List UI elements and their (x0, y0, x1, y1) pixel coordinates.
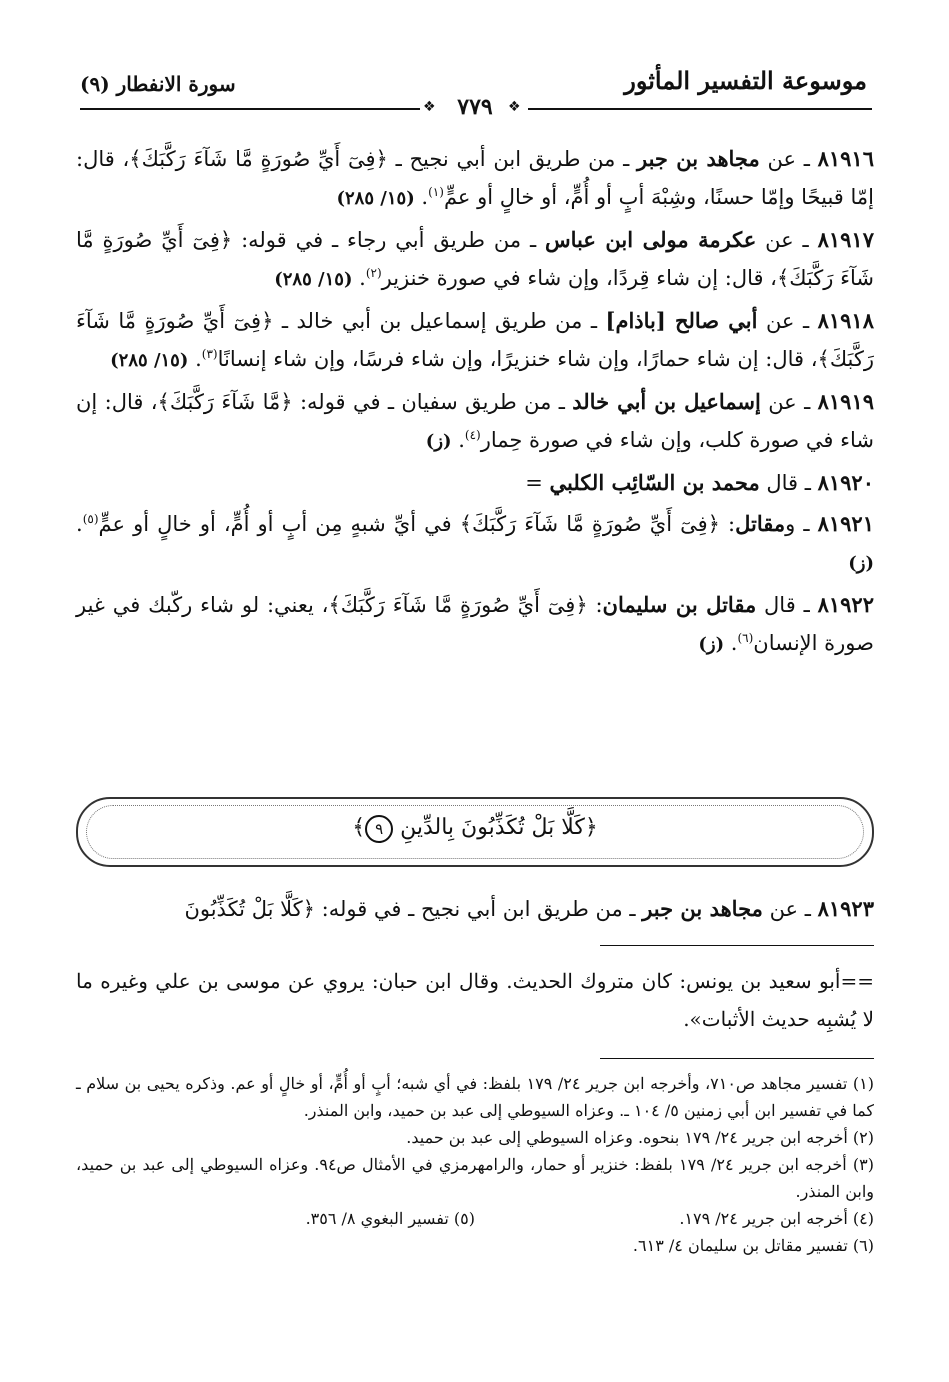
narrator-name: أبي صالح [باذام] (605, 308, 758, 333)
quran-quote: ﴿فِىٓ أَيِّ صُورَةٍ مَّا شَآءَ رَكَّبَكَ﴾ (76, 309, 874, 371)
narration-entry: ٨١٩١٨ ـ عن أبي صالح [باذام] ـ من طريق إسماعيل بن أبي خالد ـ ﴿فِىٓ أَيِّ صُورَةٍ مَّا شَآءَ رَكَّبَكَ﴾، قال: إن شاء حمارًا، وإن شاء خنزيرًا، وإن شاء فرسًا، وإن شاء إنسانًا$^{(٣)}$. (١٥/ ٢٨٥) (76, 308, 874, 371)
header-rule-right (528, 108, 872, 110)
narration-entry: ٨١٩١٩ ـ عن إسماعيل بن أبي خالد ـ من طريق سفيان ـ في قوله: ﴿مَّا شَآءَ رَكَّبَكَ﴾، قال: إن شاء في صورة كلب، وإن شاء في صورة حِمار$^{(٤)}$. (ز) (76, 389, 875, 452)
footnote: (٥) تفسير البغوي ٨/ ٣٥٦. (305, 1209, 475, 1228)
footnote-marker: (٥) (82, 512, 99, 526)
reference: (١٥/ ٢٨٥) (110, 350, 189, 371)
narration-entry: ٨١٩١٦ ـ عن مجاهد بن جبر ـ من طريق ابن أبي نجيح ـ ﴿فِىٓ أَيِّ صُورَةٍ مَّا شَآءَ رَكَّبَكَ﴾، قال: إمّا قبيحًا وإمّا حسنًا، وشِبْهَ أبٍ أو أُمٍّ، أو خالٍ أو عمٍّ$^{(١)}$. (١٥/ ٢٨٥) (76, 146, 874, 209)
narration-entry: ٨١٩٢١ ـ ومقاتل: ﴿فِىٓ أَيِّ صُورَةٍ مَّا شَآءَ رَكَّبَكَ﴾ في أيِّ شبهٍ مِن أبٍ أو أُمٍّ، أو خالٍ أو عمٍّ$^{(٥)}$. (ز) (76, 511, 874, 574)
footnote-separator (600, 945, 874, 946)
narrator-name: مجاهد بن جبر (636, 146, 760, 171)
entries-list (76, 140, 874, 667)
footnote: (١) تفسير مجاهد ص٧١٠، وأخرجه ابن جرير ٢٤/ ١٧٩ بلفظ: في أي شبه؛ أبٍ أو أُمٍّ، أو خالٍ أو عم. وذكره يحيى بن سلام ـ كما في تفسير ابن أبي زمنين ٥/ ١٠٤ ـ. وعزاه السيوطي إلى عبد بن حميد، وابن المنذر. (76, 1074, 874, 1120)
footnote-marker: (٤) (464, 428, 481, 442)
verse-number-badge: ٩ (365, 815, 393, 843)
narration-entry: ٨١٩٢٣ ـ عن مجاهد بن جبر ـ من طريق ابن أبي نجيح ـ في قوله: ﴿كَلَّا بَلْ تُكَذِّبُونَ (184, 896, 874, 921)
reference: (١٥/ ٢٨٥) (336, 188, 415, 209)
narration-entry: ٨١٩٢٠ ـ قال محمد بن السّائِب الكلبي = (525, 470, 874, 495)
footnote-marker: (٦) (737, 631, 754, 645)
ornament-icon: ❖ (508, 99, 521, 115)
surah-title: سورة الانفطار (٩) (80, 72, 236, 96)
book-title: موسوعة التفسير المأثور (624, 66, 867, 95)
narrator-name: مقاتل (735, 511, 786, 536)
narrator-name: مجاهد بن جبر (642, 896, 763, 921)
narrator-name: مقاتل بن سليمان (602, 592, 757, 617)
reference: (ز) (425, 431, 452, 452)
narrator-name: محمد بن السّائِب الكلبي (549, 470, 760, 495)
narrator-name: عكرمة مولى ابن عباس (544, 227, 757, 252)
footnote: (٤) أخرجه ابن جرير ٢٤/ ١٧٩. (679, 1209, 874, 1228)
footnote-separator (600, 1058, 874, 1059)
quran-quote: ﴿فِىٓ أَيِّ صُورَةٍ مَّا شَآءَ رَكَّبَكَ﴾ (459, 512, 720, 536)
reference: (ز) (848, 553, 874, 574)
footnote: (٦) تفسير مقاتل بن سليمان ٤/ ٦١٣. (632, 1236, 874, 1255)
narration-entry: ٨١٩١٧ ـ عن عكرمة مولى ابن عباس ـ من طريق أبي رجاء ـ في قوله: ﴿فِىٓ أَيِّ صُورَةٍ مَّا شَآءَ رَكَّبَكَ﴾، قال: إن شاء قِردًا، وإن شاء في صورة خنزير$^{(٢)}$. (١٥/ ٢٨٥) (76, 227, 874, 290)
reference: (١٥/ ٢٨٥) (274, 269, 353, 290)
header-rule-left (80, 108, 420, 110)
quran-quote: ﴿فِىٓ أَيِّ صُورَةٍ مَّا شَآءَ رَكَّبَكَ﴾ (76, 228, 874, 290)
continued-note: ==أبو سعيد بن يونس: كان متروك الحديث. وقال ابن حبان: يروي عن موسى بن علي وغيره ما لا يُشبِه حديث الأثبات». (76, 969, 874, 1031)
footnote-marker: (٢) (365, 266, 382, 280)
footnote-marker: (٣) (201, 347, 218, 361)
page-number: ٧٧٩ (457, 94, 493, 120)
quran-quote: ﴿فِىٓ أَيِّ صُورَةٍ مَّا شَآءَ رَكَّبَكَ﴾ (328, 593, 588, 617)
verse-banner (76, 797, 874, 867)
quran-quote: ﴿مَّا شَآءَ رَكَّبَكَ﴾ (157, 390, 293, 414)
ornament-icon: ❖ (423, 99, 436, 115)
narration-entry: ٨١٩٢٢ ـ قال مقاتل بن سليمان: ﴿فِىٓ أَيِّ صُورَةٍ مَّا شَآءَ رَكَّبَكَ﴾، يعني: لو شاء ركّبك في غير صورة الإنسان$^{(٦)}$. (ز) (76, 592, 874, 655)
narrator-name: إسماعيل بن أبي خالد (572, 389, 761, 414)
footnotes (76, 1070, 874, 1259)
quran-quote: ﴿فِىٓ أَيِّ صُورَةٍ مَّا شَآءَ رَكَّبَكَ﴾ (129, 147, 388, 171)
footnote: (٢) أخرجه ابن جرير ٢٤/ ١٧٩ بنحوه. وعزاه السيوطي إلى عبد بن حميد. (406, 1128, 874, 1147)
reference: (ز) (698, 634, 725, 655)
quran-quote: ﴿كَلَّا بَلْ تُكَذِّبُونَ (184, 897, 315, 921)
footnote-marker: (١) (428, 185, 444, 199)
verse-text: ﴿كَلَّا بَلْ تُكَذِّبُونَ بِالدِّينِ ٩﴾ (78, 815, 872, 843)
footnote-row (76, 1205, 874, 1232)
footnote: (٣) أخرجه ابن جرير ٢٤/ ١٧٩ بلفظ: خنزير أو حمار، والرامهرمزي في الأمثال ص٩٤. وعزاه السيوطي إلى عبد بن حميد، وابن المنذر. (76, 1155, 875, 1201)
